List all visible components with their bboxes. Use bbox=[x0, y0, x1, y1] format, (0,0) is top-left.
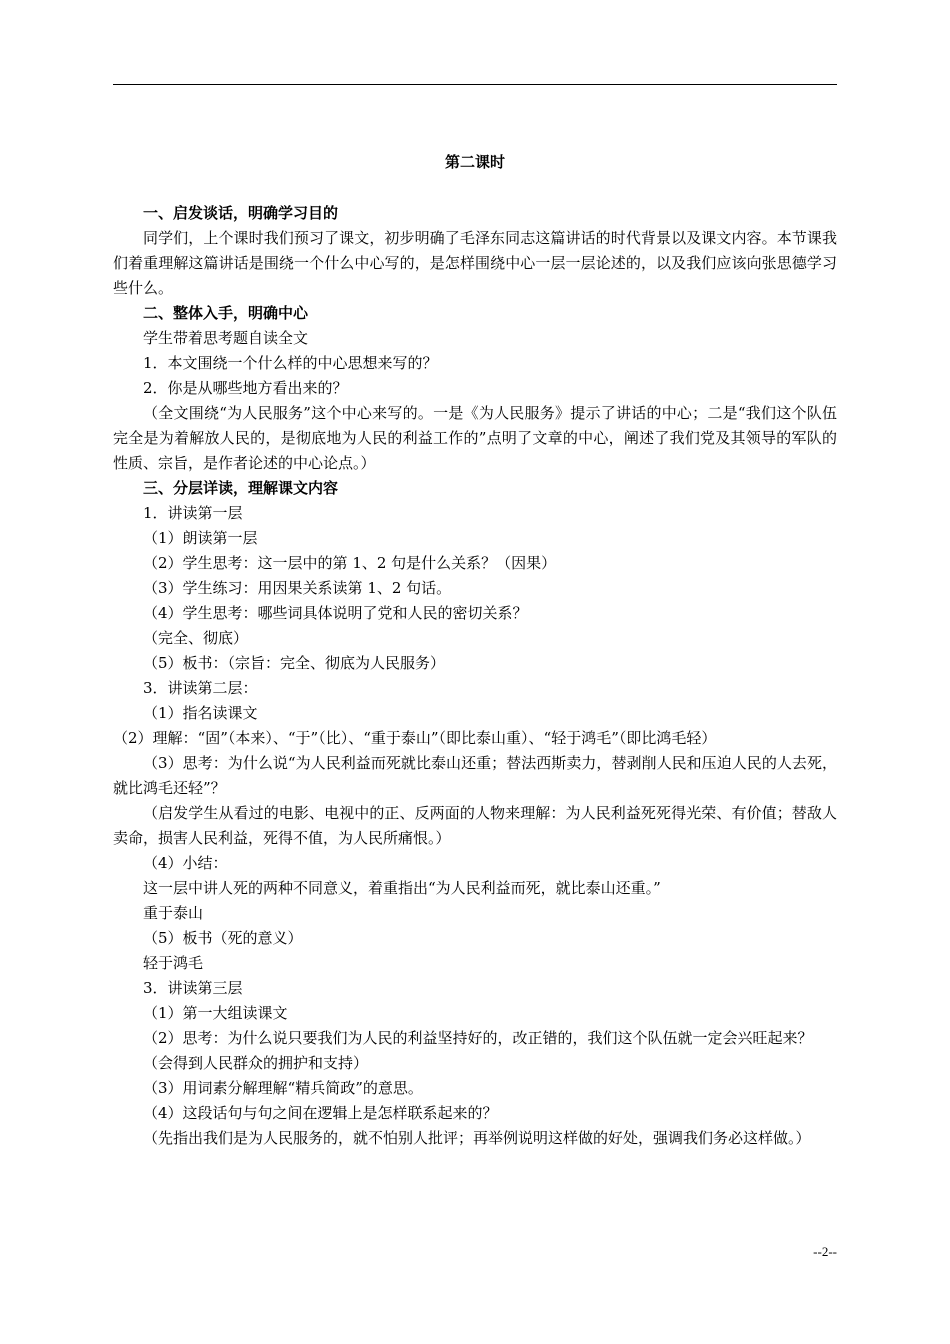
section-2-line: 学生带着思考题自读全文 bbox=[143, 329, 309, 347]
section-3-line: （2）学生思考：这一层中的第 1、2 句是什么关系？（因果） bbox=[143, 554, 557, 572]
section-3-line: （先指出我们是为人民服务的，就不怕别人批评；再举例说明这样做的好处，强调我们务必这样做。） bbox=[143, 1129, 811, 1147]
section-3-line: （1）朗读第一层 bbox=[143, 529, 258, 547]
document-body bbox=[113, 150, 837, 1151]
section-1-paragraph: 同学们，上个课时我们预习了课文，初步明确了毛泽东同志这篇讲话的时代背景以及课文内容。本节课我们着重理解这篇讲话是围绕一个什么中心写的，是怎样围绕中心一层一层论述的，以及我们应该向张思德学习些什么。 bbox=[113, 229, 837, 297]
section-3-line: 3．讲读第二层： bbox=[143, 679, 258, 697]
section-3-line: （1）第一大组读课文 bbox=[143, 1004, 288, 1022]
section-3-line: （3）学生练习：用因果关系读第 1、2 句话。 bbox=[143, 579, 452, 597]
section-3-line: （完全、彻底） bbox=[143, 629, 249, 647]
section-2-line: 2．你是从哪些地方看出来的？ bbox=[143, 379, 348, 397]
section-3-line: （会得到人民群众的拥护和支持） bbox=[143, 1054, 369, 1072]
section-3-line: （1）指名读课文 bbox=[143, 704, 258, 722]
page-number: --2-- bbox=[813, 1244, 837, 1259]
section-3-line: （3）思考：为什么说“为人民利益而死就比泰山还重；替法西斯卖力，替剥削人民和压迫人民的人去死，就比鸿毛还轻”？ bbox=[113, 754, 837, 797]
section-heading-2: 二、整体入手，明确中心 bbox=[143, 304, 309, 322]
section-3-line: 1．讲读第一层 bbox=[143, 504, 243, 522]
section-3-line: （4）小结： bbox=[143, 854, 228, 872]
section-2-line: 1．本文围绕一个什么样的中心思想来写的？ bbox=[143, 354, 438, 372]
section-heading-1: 一、启发谈话，明确学习目的 bbox=[143, 204, 339, 222]
header-rule bbox=[113, 84, 837, 85]
lesson-title: 第二课时 bbox=[444, 153, 505, 171]
section-3-line: （3）用词素分解理解“精兵简政”的意思。 bbox=[143, 1079, 423, 1097]
section-3-line: 这一层中讲人死的两种不同意义，着重指出“为人民利益而死，就比泰山还重。” bbox=[143, 879, 661, 897]
section-3-line: （2）理解：“固”（本来）、“于”（比）、“重于泰山”（即比泰山重）、“轻于鸿毛”（即比鸿毛轻） bbox=[113, 729, 717, 747]
section-3-line: 3．讲读第三层 bbox=[143, 979, 243, 997]
section-3-line: 重于泰山 bbox=[143, 904, 204, 922]
section-3-line: （4）学生思考：哪些词具体说明了党和人民的密切关系？ bbox=[143, 604, 528, 622]
section-3-line: （5）板书（死的意义） bbox=[143, 929, 303, 947]
section-heading-3: 三、分层详读，理解课文内容 bbox=[143, 479, 339, 497]
section-3-line: （启发学生从看过的电影、电视中的正、反两面的人物来理解：为人民利益死死得光荣、有价值；替敌人卖命，损害人民利益，死得不值，为人民所痛恨。） bbox=[113, 804, 837, 847]
section-3-line: （5）板书：（宗旨：完全、彻底为人民服务） bbox=[143, 654, 446, 672]
section-3-line: 轻于鸿毛 bbox=[143, 954, 204, 972]
section-2-answer: （全文围绕“为人民服务”这个中心来写的。一是《为人民服务》提示了讲话的中心；二是“我们这个队伍完全是为着解放人民的，是彻底地为人民的利益工作的”点明了文章的中心，阐述了我们党及其领导的军队的性质、宗旨，是作者论述的中心论点。） bbox=[113, 404, 837, 472]
section-3-line: （2）思考：为什么说只要我们为人民的利益坚持好的，改正错的，我们这个队伍就一定会兴旺起来？ bbox=[143, 1029, 813, 1047]
section-3-line: （4）这段话句与句之间在逻辑上是怎样联系起来的？ bbox=[143, 1104, 498, 1122]
